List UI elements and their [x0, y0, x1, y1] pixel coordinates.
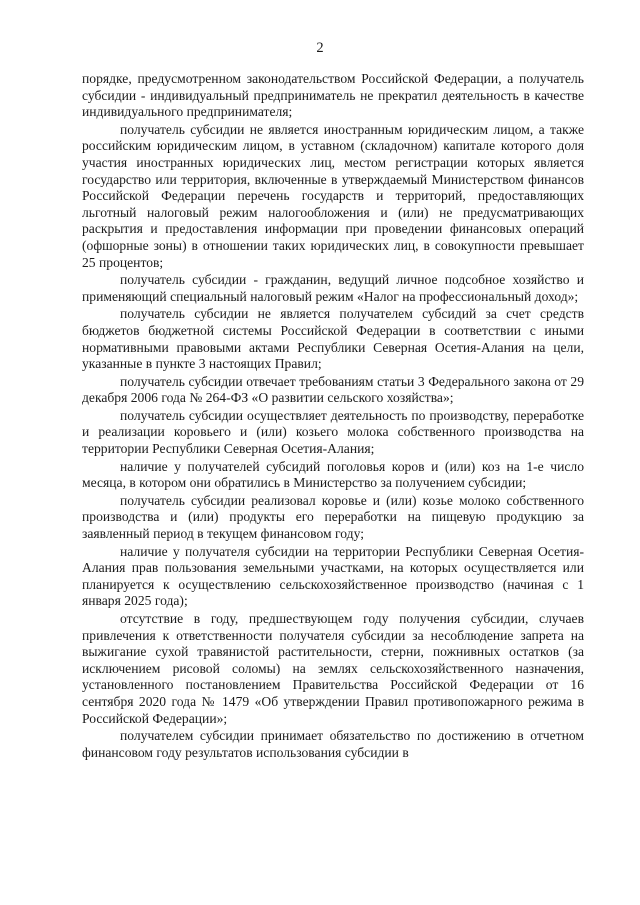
- paragraph-results-obligation: получателем субсидии принимает обязательство по достижению в отчетном финансовом году результатов использования субсидии в: [82, 728, 584, 760]
- paragraph-livestock-count: наличие у получателей субсидий поголовья коров и (или) коз на 1-е число месяца, в котором они обратились в Министерство за получением субсидии;: [82, 458, 584, 491]
- paragraph-continuation: порядке, предусмотренном законодательством Российской Федерации, а получатель субсидии - индивидуальный предприниматель не прекратил деятельность в качестве индивидуального предпринимателя;: [82, 71, 584, 120]
- document-body: [82, 71, 584, 762]
- paragraph-citizen-household: получатель субсидии - гражданин, ведущий личное подсобное хозяйство и применяющий специальный налоговый режим «Налог на профессиональный доход»;: [82, 272, 584, 304]
- paragraph-milk-production: получатель субсидии осуществляет деятельность по производству, переработке и реализации коровьего и (или) козьего молока собственного производства на территории Республики Северная Осетия-Алания;: [82, 407, 584, 457]
- paragraph-land-rights: наличие у получателя субсидии на территории Республики Северная Осетия-Алания прав пользования земельными участками, на которых осуществляется или планируется к осуществлению сельскохозяйственное производство (начиная с 1 января 2025 года);: [82, 543, 584, 609]
- paragraph-milk-sales: получатель субсидии реализовал коровье и (или) козье молоко собственного производства и (или) продукты его переработки на пищевую продукцию за заявленный период в текущем финансовом году;: [82, 492, 584, 542]
- paragraph-not-other-subsidy: получатель субсидии не является получателем субсидий за счет средств бюджетов бюджетной системы Российской Федерации в соответствии с иными нормативными правовыми актами Республики Северная Осетия-Алания на цели, указанные в пункте 3 настоящих Правил;: [82, 306, 584, 372]
- paragraph-not-foreign-entity: получатель субсидии не является иностранным юридическим лицом, а также российским юридическим лицом, в уставном (складочном) капитале которого доля участия иностранных юридических лиц, местом регистрации которых является государство или территория, включенные в утверждаемый Министерством финансов Российской Федерации перечень государств и территорий, предоставляющих льготный налоговый режим налогообложения и (или) не предусматривающих раскрытия и предоставления информации при проведении финансовых операций (офшорные зоны) в отношении таких юридических лиц, в совокупности превышает 25 процентов;: [82, 121, 584, 270]
- paragraph-federal-law-requirements: получатель субсидии отвечает требованиям статьи 3 Федерального закона от 29 декабря 2006 года № 264-ФЗ «О развитии сельского хозяйства»;: [82, 373, 584, 406]
- page-number: 2: [316, 40, 324, 56]
- paragraph-no-burning-violations: отсутствие в году, предшествующем году получения субсидии, случаев привлечения к ответственности получателя субсидии за несоблюдение запрета на выжигание сухой травянистой растительности, стерни, пожнивных остатков (за исключением рисовой соломы) на землях сельскохозяйственного назначения, установленного постановлением Правительства Российской Федерации от 16 сентября 2020 года № 1479 «Об утверждении Правил противопожарного режима в Российской Федерации»;: [82, 611, 584, 726]
